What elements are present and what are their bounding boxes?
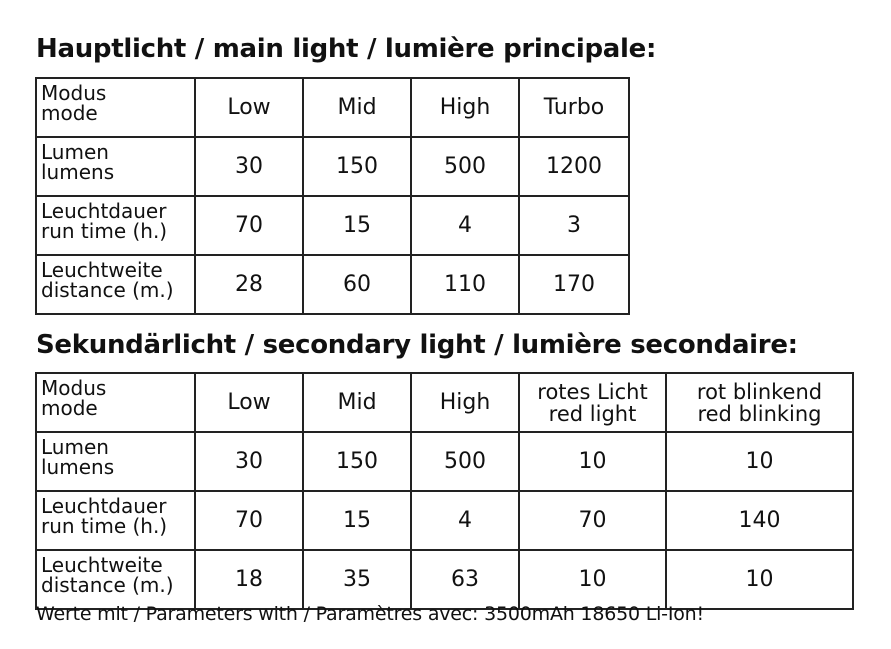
table-cell: 4 [411,491,519,550]
row-header-label-en: lumens [41,455,115,479]
table-cell: 30 [195,432,303,491]
row-header-label-de: Leuchtdauer [41,494,167,518]
table-cell: 500 [411,432,519,491]
table-cell: 15 [303,196,411,255]
col-header-high: High [411,78,519,137]
table-cell: 35 [303,550,411,609]
table-cell: 3 [519,196,629,255]
row-header-label-de: Modus [41,81,107,105]
table-cell: 60 [303,255,411,314]
table-cell: 10 [519,550,666,609]
col-header-low: Low [195,78,303,137]
col-header-turbo: Turbo [519,78,629,137]
table-row-distance [36,550,853,609]
secondary-light-title: Sekundärlicht / secondary light / lumière secondaire: [36,330,798,360]
main-light-title: Hauptlicht / main light / lumière principale: [36,34,657,64]
main-light-table [35,77,630,315]
table-cell: 18 [195,550,303,609]
col-header-label-de: rotes Licht [537,379,648,404]
table-cell: 63 [411,550,519,609]
row-header-label-en: distance (m.) [41,573,174,597]
secondary-light-table [35,372,854,610]
table-cell: 1200 [519,137,629,196]
row-header-label-en: lumens [41,160,115,184]
table-row-lumens [36,432,853,491]
row-header-label-de: Lumen [41,435,109,459]
col-header-red-light [519,373,666,432]
row-header-label-en: run time (h.) [41,514,168,538]
table-cell: 30 [195,137,303,196]
table-row-distance [36,255,629,314]
table-cell: 4 [411,196,519,255]
table-cell: 70 [195,491,303,550]
row-header-label-en: run time (h.) [41,219,168,243]
table-row-mode [36,373,853,432]
table-row-lumens [36,137,629,196]
row-header-label-de: Leuchtweite [41,258,163,282]
row-header-runtime [36,196,195,255]
table-cell: 110 [411,255,519,314]
row-header-runtime [36,491,195,550]
row-header-lumens [36,432,195,491]
table-cell: 28 [195,255,303,314]
col-header-label-en: red blinking [697,401,822,426]
table-cell: 10 [519,432,666,491]
table-row-runtime [36,196,629,255]
table-cell: 70 [195,196,303,255]
table-row-mode [36,78,629,137]
row-header-label-en: mode [41,396,98,420]
table-cell: 150 [303,137,411,196]
row-header-label-de: Leuchtweite [41,553,163,577]
col-header-label-en: red light [548,401,637,426]
row-header-mode [36,78,195,137]
col-header-low: Low [195,373,303,432]
row-header-distance [36,255,195,314]
row-header-label-de: Modus [41,376,107,400]
row-header-mode [36,373,195,432]
row-header-label-en: distance (m.) [41,278,174,302]
table-cell: 150 [303,432,411,491]
table-cell: 10 [666,432,853,491]
col-header-mid: Mid [303,78,411,137]
table-cell: 140 [666,491,853,550]
table-row-runtime [36,491,853,550]
table-cell: 10 [666,550,853,609]
battery-footnote: Werte mit / Parameters with / Paramètres avec: 3500mAh 18650 Li-Ion! [36,603,704,625]
row-header-lumens [36,137,195,196]
col-header-red-blinking [666,373,853,432]
col-header-high: High [411,373,519,432]
row-header-label-de: Lumen [41,140,109,164]
row-header-distance [36,550,195,609]
row-header-label-de: Leuchtdauer [41,199,167,223]
row-header-label-en: mode [41,101,98,125]
table-cell: 500 [411,137,519,196]
table-cell: 15 [303,491,411,550]
col-header-label-de: rot blinkend [696,379,823,404]
table-cell: 170 [519,255,629,314]
col-header-mid: Mid [303,373,411,432]
table-cell: 70 [519,491,666,550]
